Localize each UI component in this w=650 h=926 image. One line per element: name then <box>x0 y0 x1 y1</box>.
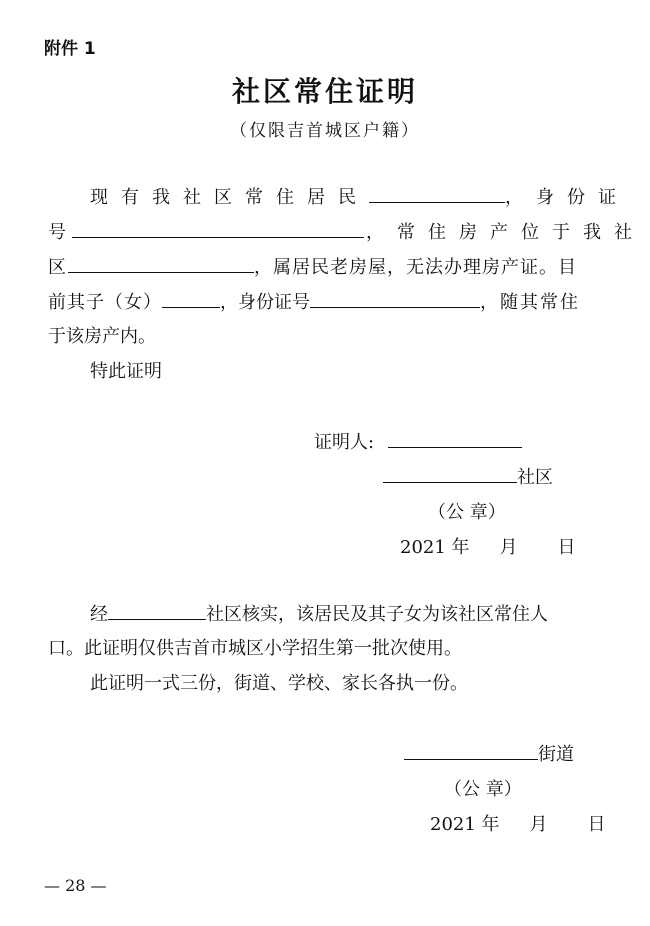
street-date-year: 2021 年 <box>430 814 500 835</box>
body-line-1-text: 现有我社区常住居民 <box>90 187 369 208</box>
attachment-label: 附件 1 <box>44 39 96 59</box>
body-line-2 <box>48 219 645 246</box>
street-line <box>404 740 574 766</box>
community-date-year: 2021 年 <box>400 537 470 558</box>
body-line-4 <box>48 289 580 316</box>
body-line-3-text: 区 <box>48 257 66 278</box>
street-blank <box>404 741 538 760</box>
resident-name-blank <box>369 184 505 203</box>
certifier-label: 证明人: <box>314 432 375 453</box>
community-line <box>383 463 553 489</box>
community-date <box>400 533 576 559</box>
body-line-5: 于该房产内。 <box>48 326 156 347</box>
street-date-day: 日 <box>587 814 606 835</box>
certifier-blank <box>388 429 522 448</box>
child-name-blank <box>162 289 220 308</box>
certifier-line <box>314 428 522 454</box>
street-seal: （公 章） <box>444 779 522 800</box>
document-subtitle: （仅限吉首城区户籍） <box>230 121 420 141</box>
street-date-month: 月 <box>529 814 548 835</box>
verify-line-2: 口。此证明仅供吉首市城区小学招生第一批次使用。 <box>48 638 462 659</box>
street-suffix: 街道 <box>538 744 574 765</box>
body-line-4-mid: ，身份证号 <box>220 292 310 313</box>
verify-line-3: 此证明一式三份，街道、学校、家长各执一份。 <box>90 673 468 694</box>
verify-line-1-tail: 社区核实，该居民及其子女为该社区常住人 <box>206 604 548 625</box>
body-line-4-tail: ，随其常住 <box>480 292 580 313</box>
document-title: 社区常住证明 <box>231 75 418 108</box>
child-id-blank <box>310 289 480 308</box>
community-date-month: 月 <box>499 537 518 558</box>
community-seal: （公 章） <box>428 502 506 523</box>
body-line-4-text: 前其子（女） <box>48 292 162 313</box>
body-line-1-tail: ，身份证 <box>505 187 629 208</box>
body-line-3-tail: ，属居民老房屋，无法办理房产证。目 <box>254 257 577 278</box>
street-date <box>430 810 606 836</box>
verify-community-blank <box>108 601 206 620</box>
body-line-6: 特此证明 <box>90 361 162 382</box>
community-suffix: 社区 <box>517 467 553 488</box>
community-date-day: 日 <box>557 537 576 558</box>
resident-id-blank <box>72 219 364 238</box>
verify-line-1-text: 经 <box>90 604 108 625</box>
body-line-2-text: 号 <box>48 222 66 243</box>
body-line-2-tail: ，常住房产位于我社 <box>366 222 645 243</box>
body-line-3 <box>48 254 577 281</box>
community-blank <box>383 464 517 483</box>
community-name-blank <box>68 254 254 273</box>
body-line-1 <box>90 184 629 211</box>
verify-line-1 <box>90 601 548 628</box>
page-number: — 28 — <box>44 876 107 895</box>
